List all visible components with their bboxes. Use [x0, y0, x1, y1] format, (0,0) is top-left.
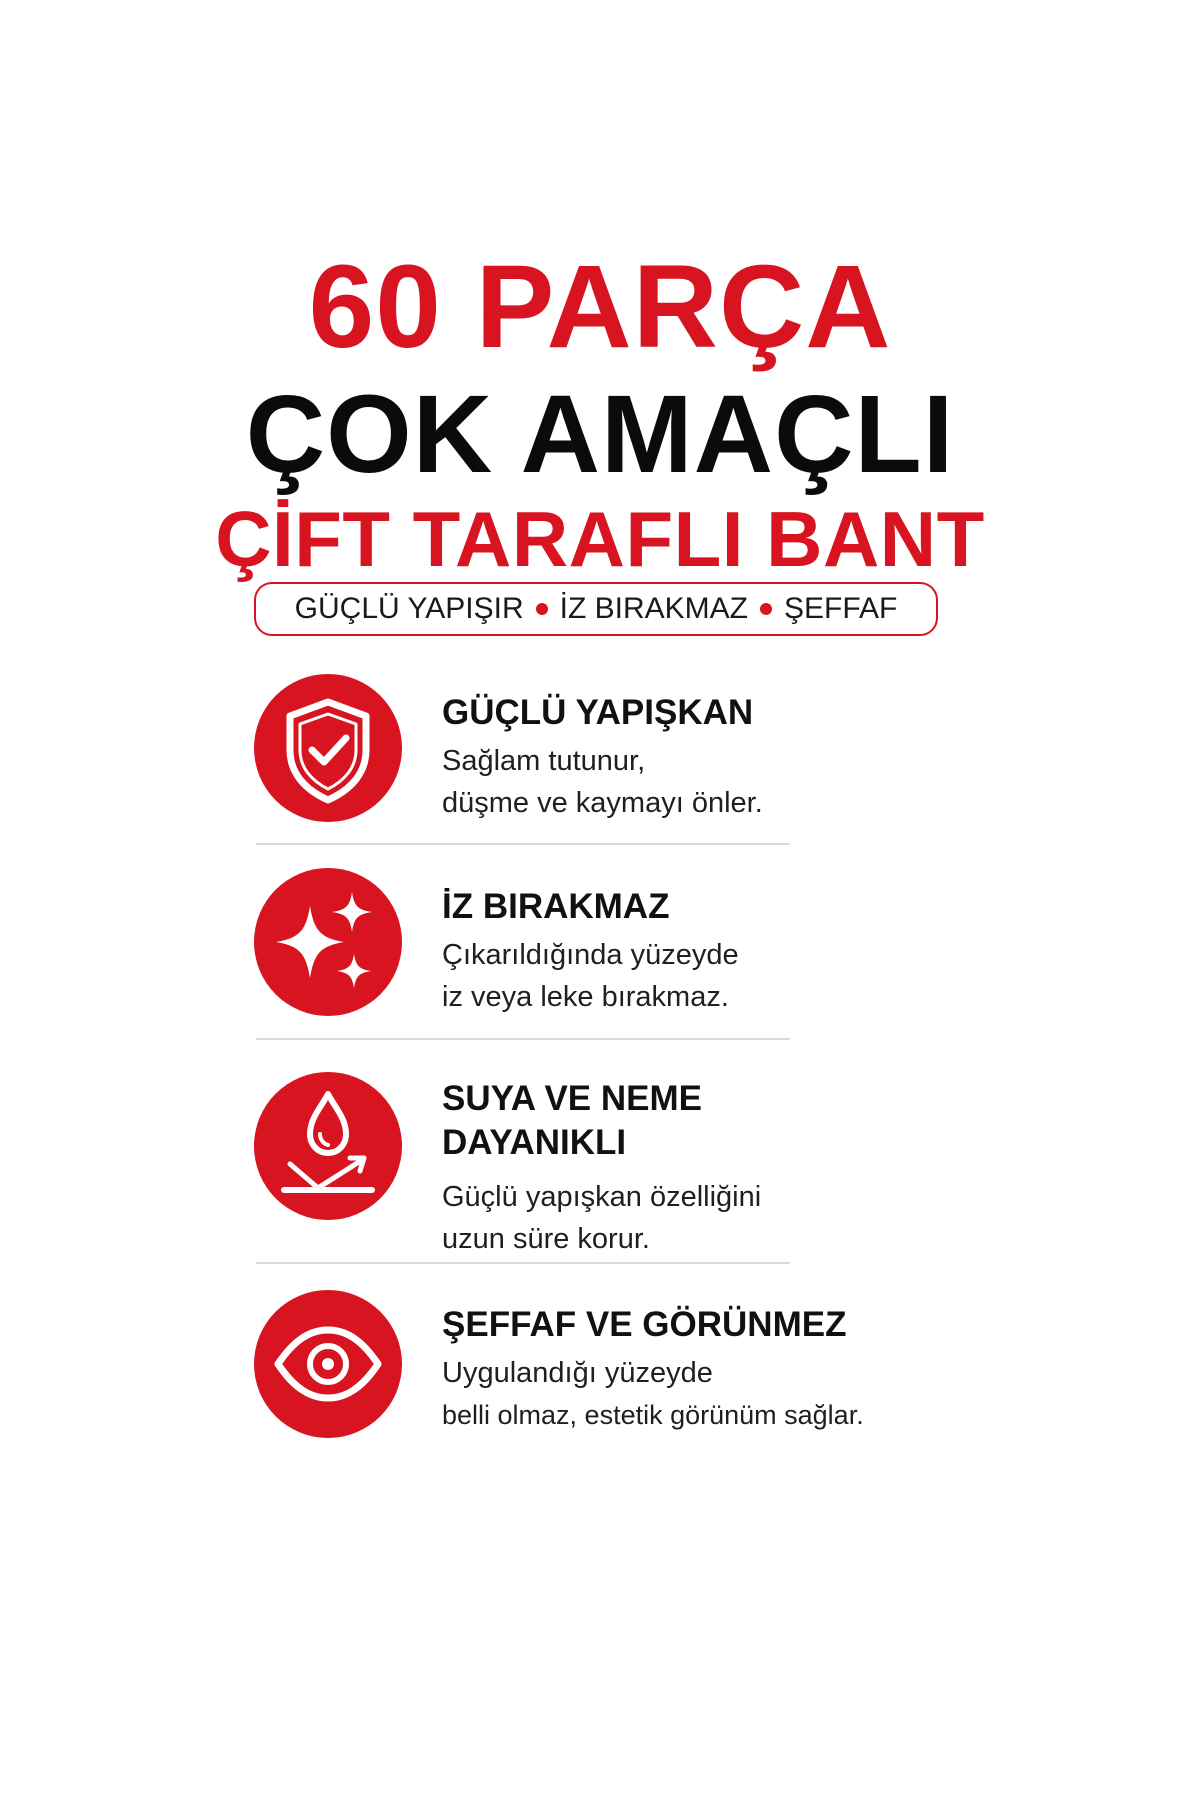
divider: [256, 1262, 790, 1264]
feature-desc-line: Güçlü yapışkan özelliğini: [442, 1181, 762, 1213]
feature-desc-line: uzun süre korur.: [442, 1223, 650, 1255]
feature-title: DAYANIKLI: [442, 1123, 627, 1162]
feature-desc-line: Sağlam tutunur,: [442, 745, 646, 777]
eye-icon: [254, 1290, 402, 1438]
tagline-dot-icon: [536, 603, 548, 615]
feature-desc-line: iz veya leke bırakmaz.: [442, 981, 729, 1013]
tagline-item-no-residue: İZ BIRAKMAZ: [559, 592, 748, 625]
headline-quantity: 60 PARÇA: [308, 241, 892, 373]
feature-desc-line: düşme ve kaymayı önler.: [442, 787, 763, 819]
headline-product: ÇİFT TARAFLI BANT: [215, 495, 985, 583]
sparkles-icon: [254, 868, 402, 1016]
divider: [256, 1038, 790, 1040]
feature-desc-line: Çıkarıldığında yüzeyde: [442, 939, 739, 971]
feature-title: GÜÇLÜ YAPIŞKAN: [442, 693, 754, 732]
feature-transparent: [254, 1284, 874, 1444]
tagline-item-transparent: ŞEFFAF: [783, 592, 898, 625]
feature-water-resistant: [254, 1062, 874, 1272]
feature-desc-line: Uygulandığı yüzeyde: [442, 1357, 713, 1389]
water-drop-icon: [254, 1072, 402, 1220]
feature-title: ŞEFFAF VE GÖRÜNMEZ: [442, 1305, 847, 1344]
feature-no-residue: [254, 868, 874, 1028]
tagline-box: [254, 582, 938, 636]
feature-strong-adhesive: [254, 674, 874, 834]
headline-purpose: ÇOK AMAÇLI: [245, 373, 955, 496]
feature-title: SUYA VE NEME: [442, 1079, 702, 1118]
tagline-dot-icon: [760, 603, 772, 615]
divider: [256, 843, 790, 845]
feature-desc-line: belli olmaz, estetik görünüm sağlar.: [442, 1400, 864, 1430]
shield-check-icon: [254, 674, 402, 822]
feature-title: İZ BIRAKMAZ: [442, 887, 670, 926]
tagline-item-strong: GÜÇLÜ YAPIŞIR: [294, 592, 524, 625]
